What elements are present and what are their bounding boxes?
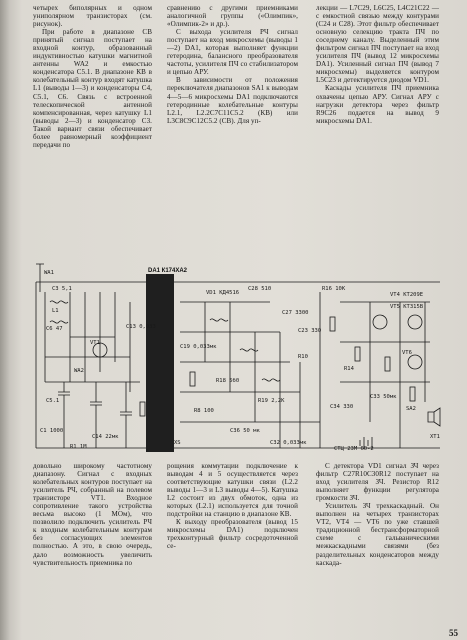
svg-text:СТЦ 2ЗМ 60-2: СТЦ 2ЗМ 60-2 bbox=[334, 446, 374, 452]
svg-text:С28 510: С28 510 bbox=[248, 286, 272, 292]
svg-text:С5.1: С5.1 bbox=[46, 398, 60, 404]
svg-text:VT6: VT6 bbox=[402, 350, 412, 356]
circuit-schematic bbox=[30, 262, 444, 454]
svg-text:VT4 КТ209Е: VT4 КТ209Е bbox=[390, 292, 424, 298]
svg-text:С23 ЗЗО: С23 ЗЗО bbox=[298, 328, 322, 334]
svg-text:R18 5б0: R18 5б0 bbox=[216, 378, 240, 384]
svg-text:VD1 КД4516: VD1 КД4516 bbox=[206, 290, 240, 296]
svg-text:XS: XS bbox=[174, 440, 181, 446]
svg-text:WA2: WA2 bbox=[74, 368, 84, 374]
svg-text:С13 0,033: С13 0,033 bbox=[126, 324, 156, 330]
svg-text:С1 1000: С1 1000 bbox=[40, 428, 64, 434]
svg-text:VT5 КТ315В: VT5 КТ315В bbox=[390, 304, 424, 310]
svg-text:С3 5,1: С3 5,1 bbox=[52, 286, 72, 292]
text-column-4 bbox=[33, 462, 152, 634]
svg-text:XT1: XT1 bbox=[430, 434, 440, 440]
page-number: 55 bbox=[449, 628, 458, 638]
svg-text:С6 47: С6 47 bbox=[46, 326, 63, 332]
text-column-1 bbox=[33, 4, 152, 256]
svg-text:L1: L1 bbox=[52, 308, 59, 314]
text-column-2 bbox=[167, 4, 298, 256]
svg-text:R16 10К: R16 10К bbox=[322, 286, 346, 292]
svg-text:R1 1М: R1 1М bbox=[70, 444, 87, 450]
svg-text:R14: R14 bbox=[344, 366, 354, 372]
svg-text:С36 50 мк: С36 50 мк bbox=[230, 428, 260, 434]
paragraph: четырех биполярных и одном униполярном транзисторах (см. рисунок). bbox=[33, 4, 152, 29]
svg-text:С32 0,033мк: С32 0,033мк bbox=[270, 440, 307, 446]
paragraph: рощения коммутации подключение к выводам 4 и 5 осуществляется через соответствующие катушки связи (L2.2 выводы 1—3 и L3 выводы 4—5). Катушка L2 состоит из двух обмоток, одна из которых (L2.1) используется для точной подстройки на станцию в диапазоне КВ. bbox=[167, 462, 298, 519]
paragraph: При работе в диапазоне СВ принятый сигнал поступает на входной контур, образованный индуктивностью катушки магнитной антенны WA2 и емкостью конденсатора С5.1. В диапазоне КВ в колебательный контур входят катушка L1 (выводы 1—3) и конденсаторы С4, С5.1, С6. Связь с встроенной телескопической антенной компенсированная, через катушку L1 (выводы 2—3) и конденсатор С3. Такой вариант связи обеспечивает более равномерный коэффициент передачи по bbox=[33, 28, 152, 149]
paragraph: С детектора VD1 сигнал ЗЧ через фильтр С27R10С30R12 поступает на вход усилителя ЗЧ. Резистор R12 выполняет функции регулятора громкости ЗЧ. bbox=[316, 462, 439, 503]
svg-text:DA1 К174ХА2: DA1 К174ХА2 bbox=[148, 268, 188, 274]
svg-text:VT1: VT1 bbox=[90, 340, 100, 346]
svg-text:С19 0,033мк: С19 0,033мк bbox=[180, 344, 217, 350]
text-column-3 bbox=[316, 4, 439, 256]
svg-text:С27 3300: С27 3300 bbox=[282, 310, 309, 316]
svg-text:R10: R10 bbox=[298, 354, 308, 360]
text-column-5 bbox=[167, 462, 298, 634]
paragraph: сравнению с другими приемниками аналогичной группы («Олимпик», «Олимпик-2» и др.). bbox=[167, 4, 298, 29]
svg-text:WA1: WA1 bbox=[44, 270, 54, 276]
paragraph: К выходу преобразователя (вывод 15 микросхемы DA1) подключен трехконтурный фильтр сосредоточенной се- bbox=[167, 518, 298, 551]
svg-text:SA2: SA2 bbox=[406, 406, 416, 412]
svg-text:С34 330: С34 330 bbox=[330, 404, 354, 410]
paragraph: довольно широкому частотному диапазону. Сигнал с входных колебательных контуров поступает на усилитель РЧ, собранный на полевом транзисторе VT1. Входное сопротивление такого устройства весьма высоко (1 МОм), что позволило подключить усилитель РЧ к входным колебательным контурам без согласующих элементов полностью. А это, в свою очередь, дало возможность увеличить чувствительность приемника по bbox=[33, 462, 152, 567]
svg-text:С14 22мк: С14 22мк bbox=[92, 434, 119, 440]
paragraph: В зависимости от положения переключателя диапазонов SA1 к выводам 4—5—6 микросхемы DA1 подключаются гетеродинные колебательные контуры L2.1, L2.2С7С11С5.2 (КВ) или L3С8С9С12С5.2 (СВ). Для уп- bbox=[167, 76, 298, 125]
text-column-6 bbox=[316, 462, 439, 634]
svg-text:С33 50мк: С33 50мк bbox=[370, 394, 397, 400]
paragraph: Усилитель ЗЧ трехкаскадный. Он выполнен на четырех транзисторах VT2, VT4 — VT6 по уже ставшей традиционной бестрансформаторной схеме с гальваническими межкаскадными связями (без разделительных конденсаторов между каскада- bbox=[316, 502, 439, 567]
chip-block bbox=[146, 274, 174, 452]
svg-text:R8 100: R8 100 bbox=[194, 408, 214, 414]
paragraph: Каскады усилителя ПЧ приемника охвачены цепью АРУ. Сигнал АРУ с нагрузки детектора через фильтр R9С26 подается на вывод 9 микросхемы DA1. bbox=[316, 84, 439, 125]
svg-text:R19 2,2К: R19 2,2К bbox=[258, 398, 285, 404]
paragraph: С выхода усилителя РЧ сигнал поступает на вход микросхемы (выводы 1—2) DA1, которая выполняет функции гетеродина, балансного преобразователя частоты, усилителя ПЧ со стабилизатором и цепью АРУ. bbox=[167, 28, 298, 77]
paragraph: лекции — L7С29, L6С25, L4С21С22 — с емкостной связью между контурами (С24 и С28). Этот фильтр обеспечивает основную селекцию тракта ПЧ по соседнему каналу. Выделенный этим фильтром сигнал ПЧ поступает на вход усилителя ПЧ (вывод 12 микросхемы DA1). Усиленный сигнал ПЧ (вывод 7 микросхемы) выделяется контуром L5С23 и детектируется диодом VD1. bbox=[316, 4, 439, 85]
